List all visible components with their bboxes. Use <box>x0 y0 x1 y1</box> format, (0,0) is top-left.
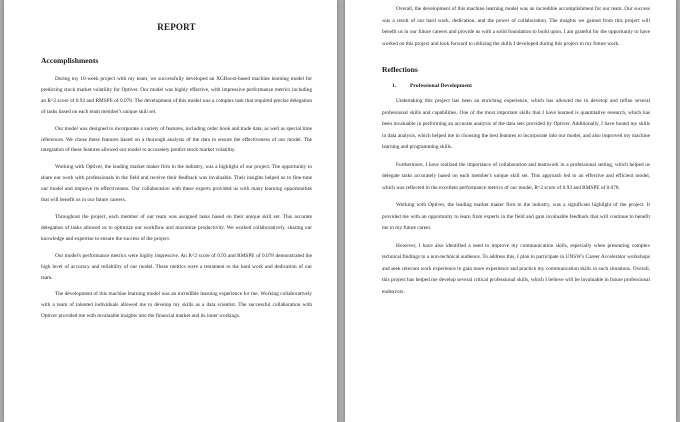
accomplishments-paragraph-4: Throughout the project, each member of our team was assigned tasks based on their unique skill set. This accurate delegation of tasks allowed us to optimize our workflow and maximize productivity. We worked collaboratively, sharing our knowledge and expertise to ensure the success of the project. <box>41 213 312 242</box>
accomplishments-paragraph-3: Working with Optiver, the leading market maker firm in the industry, was a highlight of our project. The opportunity to share our work with professionals in the field and receive their feedback was invaluable. Their insights helped us to fine-tune our model and improve its effectiveness. Our collaboration with these experts provided us with many learning opportunities that will benefit us in our future careers. <box>41 164 312 204</box>
reflections-paragraph-2: Furthermore, I have realized the importance of collaboration and teamwork in a professional setting, which helped us delegate tasks accurately based on each member's unique skill set. This approach led to an effective and efficient model, which was reflected in the excellent performance metrics of our model, R^2 score of 0.93 and RMSPE of 0.078. <box>382 161 650 191</box>
accomplishments-paragraph-5: Our model's performance metrics were highly impressive. An R^2 score of 0.93 and RMSPE of 0.078 demonstrated the high level of accuracy and reliability of our model. These metrics were a testament to the hard work and dedication of our team. <box>41 252 312 281</box>
overall-paragraph: Overall, the development of this machine learning model was an incredible accomplishment for our team. Our success was a result of our hard work, dedication, and the power of collaboration. The insights we gained from this project will benefit us in our future careers and provide us with a solid foundation to build upon. I am grateful for the opportunity to have worked on this project and look forward to utilizing the skills I developed during this project in my future work. <box>382 6 650 47</box>
accomplishments-paragraph-6: The development of this machine learning model was an incredible learning experience for me. Working collaboratively with a team of talented individuals allowed me to develop my skills as a data scientist. The successful collaboration with Optiver provided me with invaluable insights into the financial market and its inner workings. <box>41 291 312 320</box>
professional-development-subheading <box>382 83 650 89</box>
document-page-left <box>4 0 337 422</box>
reflections-heading: Reflections <box>382 65 418 74</box>
reflections-paragraph-1: Undertaking this project has been an enriching experience, which has allowed me to develop and refine several professional skills and capabilities. One of the most important skills that I have learned is quantitative research, which has been invaluable in performing an accurate analysis of the data sets provided by Optiver. Additionally, I have honed my skills in data analysis, which helped me in choosing the best features to incorporate into our model, and also improved my machine learning and programming skills. <box>382 98 650 150</box>
accomplishments-heading: Accomplishments <box>41 56 99 65</box>
reflections-paragraph-3: Working with Optiver, the leading market maker firm in the industry, was a significant highlight of the project. It provided me with an opportunity to learn from experts in the field and gain invaluable feedback that will continue to benefit me in my future career. <box>382 202 650 231</box>
accomplishments-paragraph-1: During my 10-week project with my team, we successfully developed an XGBoost-based machine learning model for predicting stock market volatility for Optiver. Our model was highly effective, with impressive performance metrics including an R^2 score of 0.93 and RMSPE of 0.078. The development of this model was a complex task that required precise delegation of tasks based on each team member's unique skill set. <box>41 76 312 115</box>
document-page-right <box>345 0 676 422</box>
subheading-number: 1. <box>392 83 397 89</box>
reflections-paragraph-4: However, I have also identified a need to improve my communication skills, especially when presenting complex technical findings to a non-technical audience. To address this, I plan to participate in UNSW's Career Accelerator workshops and seek relevant work experience to gain more experience and practice my communication skills in such situations. Overall, this project has helped me develop several critical professional skills, which I believe will be invaluable in future professional endeavors. <box>382 242 650 295</box>
report-title: REPORT <box>157 22 196 32</box>
accomplishments-paragraph-2: Our model was designed to incorporate a variety of features, including order book and trade data, as well as special time references. We chose these features based on a thorough analysis of the data to ensure the effectiveness of our model. The integration of these features allowed our model to accurately predict stock market volatility. <box>41 125 312 154</box>
subheading-label: Professional Development <box>410 83 472 89</box>
